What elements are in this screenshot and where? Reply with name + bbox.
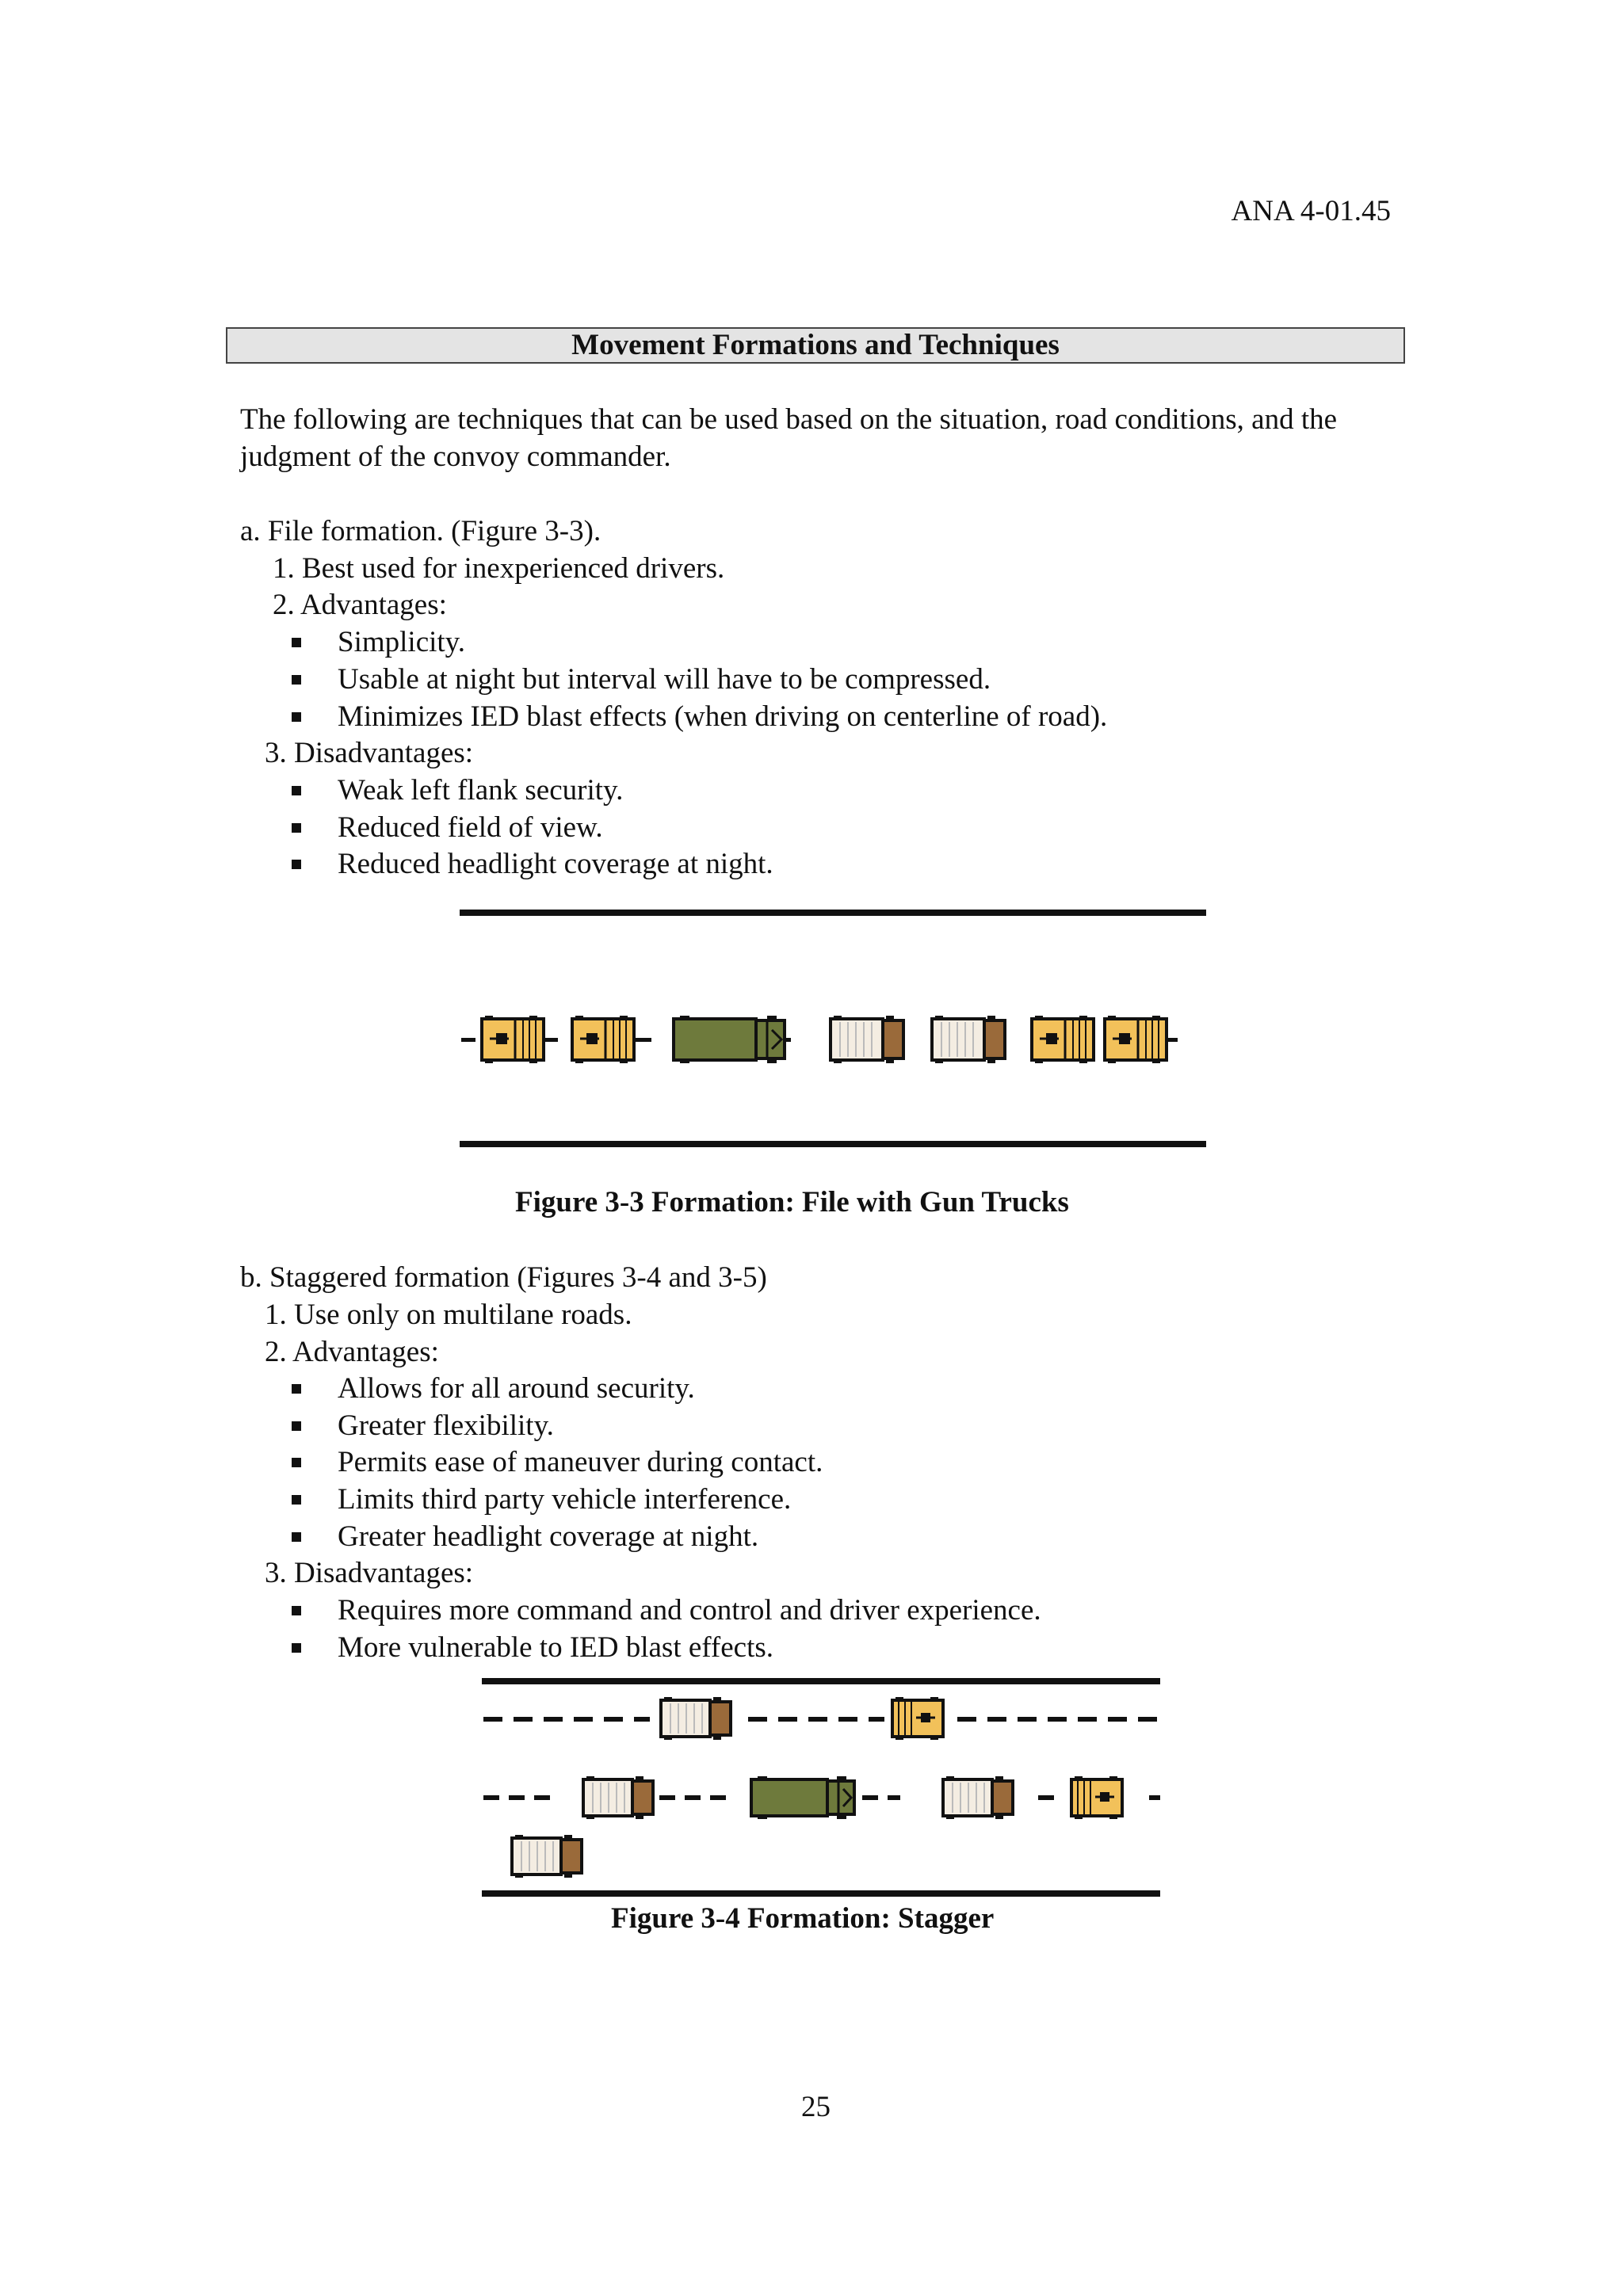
- file-advantage-3: Minimizes IED blast effects (when driving on centerline of road).: [338, 700, 1108, 733]
- bullet-icon: [292, 712, 301, 722]
- file-disadvantage-2: Reduced field of view.: [338, 811, 603, 844]
- gun-truck-icon: [572, 1016, 634, 1063]
- figure-3-3-diagram: [452, 903, 1212, 1157]
- bullet-icon: [292, 1606, 301, 1615]
- file-item-3: 3. Disadvantages:: [265, 737, 474, 769]
- road-edge-bottom: [460, 1141, 1206, 1147]
- lane-divider-upper: [483, 1717, 1157, 1722]
- gun-truck-icon: [1032, 1016, 1094, 1063]
- cargo-truck-icon: [583, 1776, 653, 1819]
- gun-truck-icon: [892, 1697, 943, 1740]
- cargo-truck-icon: [943, 1776, 1013, 1819]
- figure-3-4-caption: Figure 3-4 Formation: Stagger: [611, 1902, 995, 1935]
- cargo-truck-icon: [831, 1016, 903, 1063]
- bullet-icon: [292, 1421, 301, 1431]
- file-disadvantage-1: Weak left flank security.: [338, 774, 624, 807]
- stagger-disadvantage-1: Requires more command and control and driver experience.: [338, 1594, 1041, 1627]
- bullet-icon: [292, 1643, 301, 1653]
- bullet-icon: [292, 638, 301, 647]
- stagger-disadvantage-2: More vulnerable to IED blast effects.: [338, 1631, 774, 1664]
- page-number: 25: [801, 2091, 831, 2123]
- stagger-advantage-3: Permits ease of maneuver during contact.: [338, 1446, 823, 1478]
- intro-paragraph: The following are techniques that can be used based on the situation, road conditions, and the judgment of the convoy commander.: [240, 403, 1338, 473]
- bullet-icon: [292, 823, 301, 833]
- bullet-icon: [292, 675, 301, 685]
- file-item-1: 1. Best used for inexperienced drivers.: [273, 552, 725, 585]
- gun-truck-icon: [1105, 1016, 1167, 1063]
- road-edge-top: [460, 910, 1206, 916]
- bullet-icon: [292, 1458, 301, 1467]
- gun-truck-icon: [1071, 1776, 1122, 1819]
- section-title: Movement Formations and Techniques: [226, 327, 1405, 364]
- stagger-formation-heading: b. Staggered formation (Figures 3-4 and 3-5): [240, 1261, 767, 1294]
- cargo-truck-icon: [661, 1697, 731, 1740]
- gun-truck-icon: [482, 1016, 544, 1063]
- road-edge-top: [482, 1678, 1160, 1684]
- bullet-icon: [292, 1384, 301, 1394]
- road-edge-bottom: [482, 1890, 1160, 1897]
- document-id: ANA 4-01.45: [1231, 195, 1391, 227]
- heavy-truck-icon: [674, 1016, 785, 1063]
- cargo-truck-icon: [932, 1016, 1005, 1063]
- file-advantage-1: Simplicity.: [338, 626, 466, 658]
- stagger-item-3: 3. Disadvantages:: [265, 1557, 474, 1589]
- file-formation-heading: a. File formation. (Figure 3-3).: [240, 515, 601, 547]
- cargo-truck-icon: [512, 1835, 582, 1878]
- bullet-icon: [292, 1532, 301, 1542]
- stagger-advantage-5: Greater headlight coverage at night.: [338, 1520, 759, 1553]
- file-item-2: 2. Advantages:: [273, 589, 447, 621]
- bullet-icon: [292, 1495, 301, 1505]
- bullet-icon: [292, 860, 301, 869]
- stagger-advantage-2: Greater flexibility.: [338, 1409, 554, 1442]
- stagger-advantage-4: Limits third party vehicle interference.: [338, 1483, 792, 1516]
- bullet-icon: [292, 786, 301, 795]
- file-disadvantage-3: Reduced headlight coverage at night.: [338, 848, 773, 880]
- stagger-advantage-1: Allows for all around security.: [338, 1372, 695, 1405]
- heavy-truck-icon: [751, 1776, 854, 1819]
- figure-3-3-caption: Figure 3-3 Formation: File with Gun Trucks: [515, 1186, 1069, 1219]
- stagger-item-2: 2. Advantages:: [265, 1336, 439, 1368]
- figure-3-4-diagram: [475, 1656, 1173, 1894]
- stagger-item-1: 1. Use only on multilane roads.: [265, 1299, 632, 1331]
- file-advantage-2: Usable at night but interval will have to be compressed.: [338, 663, 991, 696]
